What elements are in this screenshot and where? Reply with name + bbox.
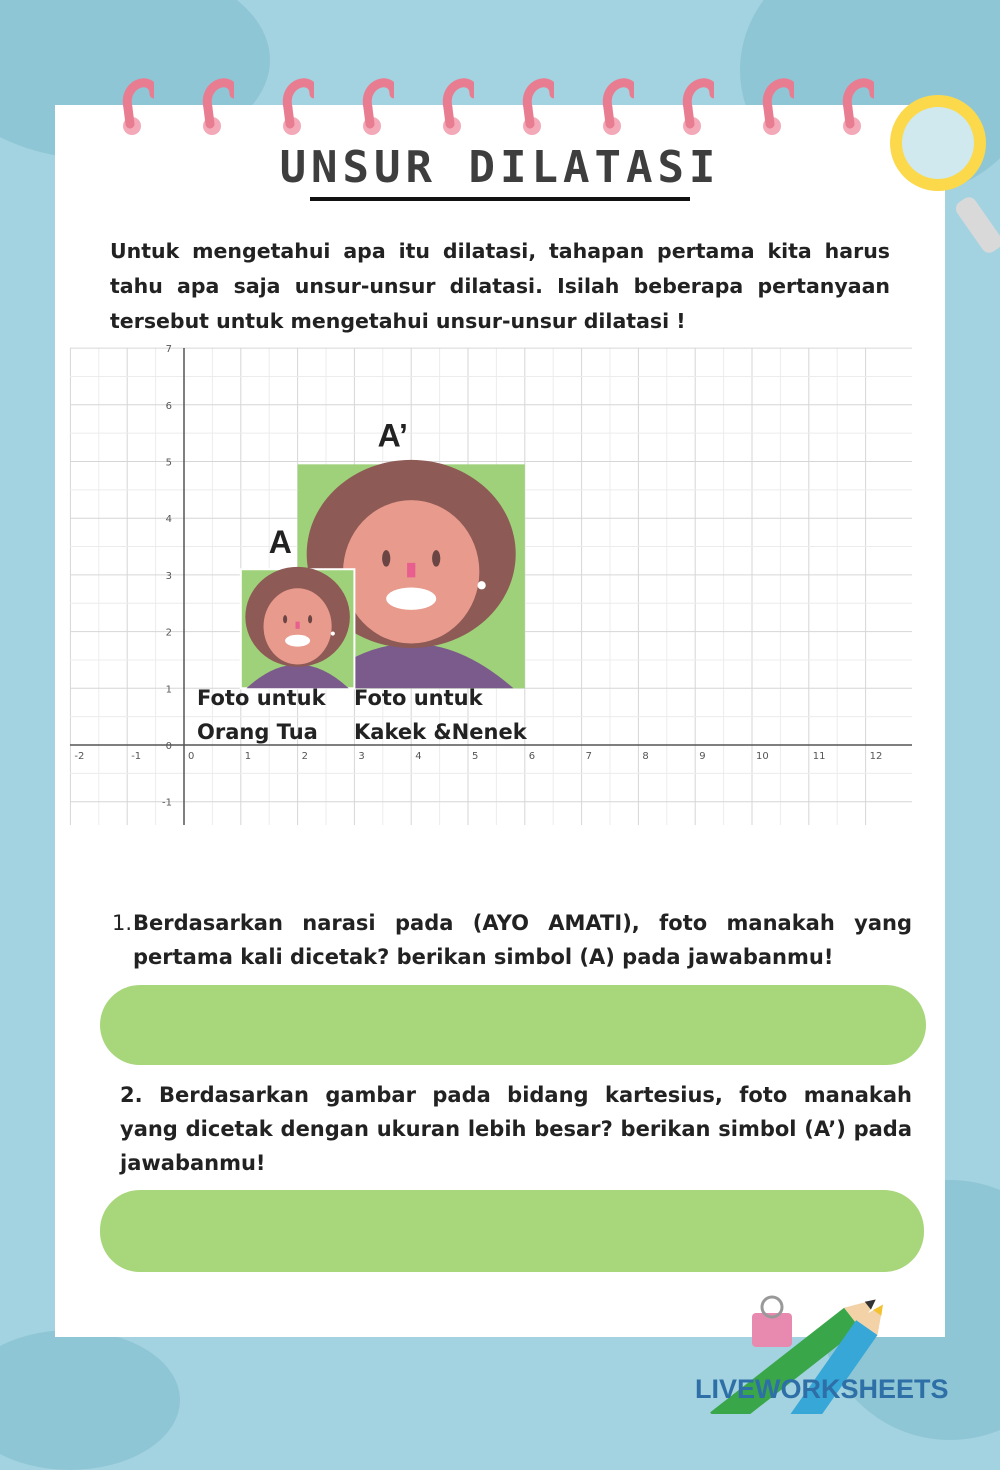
y-tick-label: 1: [165, 684, 172, 696]
portrait-nose: [296, 622, 300, 629]
x-tick-label: -2: [74, 751, 85, 762]
y-tick-label: 2: [165, 627, 172, 639]
x-tick-label: 6: [528, 751, 536, 762]
question-1-number: 1.: [112, 911, 133, 935]
question-2: 2. Berdasarkan gambar pada bidang kartesius, foto manakah yang dicetak dengan ukuran lebih besar? berikan simbol (A’) pada jawabanmu!: [120, 1083, 912, 1175]
x-tick-label: 3: [358, 751, 365, 762]
x-tick-label: 2: [301, 751, 308, 762]
caption-large-line1: Foto untuk: [354, 686, 483, 710]
x-tick-label: 11: [812, 751, 826, 762]
y-tick-label: -1: [162, 797, 172, 809]
photo-small: [241, 567, 355, 688]
question-1-text: Berdasarkan narasi pada (AYO AMATI), foto manakah yang pertama kali dicetak? berikan simbol (A) pada jawabanmu!: [133, 911, 912, 969]
y-tick-label: 4: [165, 514, 172, 526]
portrait-eye: [308, 615, 312, 623]
x-tick-label: 8: [642, 751, 649, 762]
intro-paragraph: Untuk mengetahui apa itu dilatasi, tahapan pertama kita harus tahu apa saja unsur-unsur dilatasi. Isilah beberapa pertanyaan tersebut untuk mengetahui unsur-unsur dilatasi !: [110, 239, 890, 333]
question-1: [112, 906, 912, 974]
caption-large-line2: Kakek &Nenek: [354, 720, 527, 744]
answer-input-2[interactable]: [100, 1190, 924, 1272]
y-tick-label: 7: [165, 344, 172, 356]
portrait-eye: [432, 550, 440, 567]
y-tick-label: 6: [165, 400, 172, 412]
y-tick-label: 5: [165, 457, 172, 469]
y-tick-label: 0: [165, 741, 172, 752]
x-tick-label: 10: [756, 751, 769, 762]
x-tick-label: 1: [244, 751, 252, 762]
page-title: UNSUR DILATASI: [279, 142, 721, 193]
x-tick-label: 5: [472, 751, 479, 762]
liveworksheets-logo: LIVEWORKSHEETS: [695, 1374, 949, 1404]
label-a-prime: A’: [377, 417, 408, 454]
portrait-nose: [407, 563, 415, 577]
portrait-eye: [283, 615, 287, 623]
y-tick-label: 3: [165, 570, 172, 582]
answer-input-1[interactable]: [100, 985, 926, 1065]
x-tick-label: 4: [415, 751, 422, 762]
label-a: A: [268, 524, 292, 561]
caption-small-line1: Foto untuk: [197, 686, 326, 710]
x-tick-label: 9: [699, 751, 706, 762]
x-tick-label: -1: [131, 751, 142, 762]
bg-decoration: [0, 1330, 180, 1470]
portrait-smile: [285, 635, 310, 647]
x-tick-label: 7: [585, 751, 592, 762]
portrait-smile: [386, 588, 436, 610]
caption-small-line2: Orang Tua: [197, 720, 318, 744]
portrait-earring: [478, 581, 486, 589]
portrait-earring: [331, 631, 335, 635]
x-tick-label: 0: [188, 751, 195, 762]
x-tick-label: 12: [869, 751, 883, 762]
portrait-eye: [382, 550, 390, 567]
